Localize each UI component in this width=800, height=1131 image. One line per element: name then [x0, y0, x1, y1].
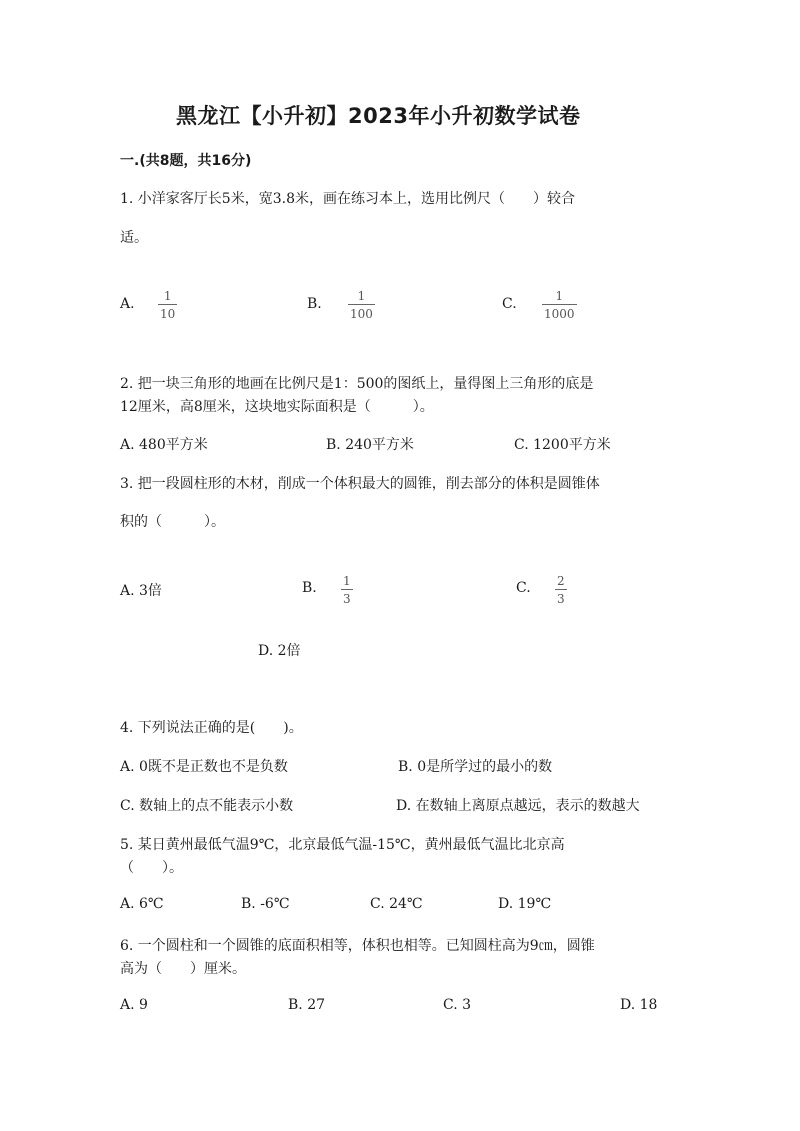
question-5-text-line2: （ ）。	[120, 860, 183, 876]
question-3-option-a: A. 3倍	[120, 583, 162, 599]
question-3-option-b-fraction	[341, 575, 353, 605]
question-1-option-a-fraction	[158, 290, 177, 320]
fraction-numerator: 1	[343, 574, 351, 588]
question-5-option-d: D. 19℃	[498, 896, 552, 912]
fraction-bar	[542, 304, 577, 305]
question-1-text-line1: 1. 小洋家客厅长5米，宽3.8米，画在练习本上，选用比例尺（ ）较合	[120, 191, 575, 207]
question-4-option-d: D. 在数轴上离原点越远，表示的数越大	[396, 798, 640, 814]
fraction-denominator: 10	[160, 307, 176, 321]
question-1-option-c-fraction	[542, 290, 577, 320]
question-3-option-c-fraction	[555, 575, 567, 605]
question-6-option-d: D. 18	[620, 997, 658, 1013]
question-2-text-line2: 12厘米，高8厘米，这块地实际面积是（ ）。	[120, 399, 434, 415]
question-2-option-c: C. 1200平方米	[514, 437, 611, 453]
fraction-numerator: 2	[557, 574, 565, 588]
fraction-denominator: 100	[350, 307, 373, 321]
question-4-option-a: A. 0既不是正数也不是负数	[120, 759, 288, 775]
question-1-option-c-label: C.	[502, 296, 517, 312]
question-5-option-c: C. 24℃	[370, 896, 423, 912]
fraction-bar	[555, 589, 567, 590]
fraction-denominator: 3	[557, 592, 565, 606]
question-5-text-line1: 5. 某日黄州最低气温9℃，北京最低气温-15℃，黄州最低气温比北京高	[120, 837, 565, 853]
question-6-option-a: A. 9	[120, 997, 148, 1013]
question-2-text-line1: 2. 把一块三角形的地画在比例尺是1：500的图纸上，量得图上三角形的底是	[120, 376, 594, 392]
question-6-text-line2: 高为（ ）厘米。	[120, 961, 246, 977]
question-3-option-d: D. 2倍	[258, 643, 301, 659]
exam-title: 黑龙江【小升初】2023年小升初数学试卷	[176, 104, 581, 128]
question-3-text-line2: 积的（ ）。	[120, 514, 225, 530]
question-6-text-line1: 6. 一个圆柱和一个圆锥的底面积相等，体积也相等。已知圆柱高为9㎝，圆锥	[120, 938, 595, 954]
question-3-option-b-label: B.	[302, 580, 317, 596]
question-6-option-b: B. 27	[288, 997, 326, 1013]
fraction-bar	[341, 589, 353, 590]
question-1-option-a-label: A.	[120, 296, 135, 312]
question-2-option-a: A. 480平方米	[120, 437, 208, 453]
question-4-option-b: B. 0是所学过的最小的数	[398, 759, 553, 775]
fraction-numerator: 1	[555, 289, 564, 303]
question-5-option-a: A. 6℃	[120, 896, 164, 912]
section-heading: 一.(共8题，共16分)	[120, 153, 252, 169]
question-3-text-line1: 3. 把一段圆柱形的木材，削成一个体积最大的圆锥，削去部分的体积是圆锥体	[120, 476, 600, 492]
question-3-option-c-label: C.	[516, 580, 531, 596]
fraction-denominator: 1000	[544, 307, 575, 321]
fraction-denominator: 3	[343, 592, 351, 606]
fraction-bar	[348, 304, 375, 305]
question-6-option-c: C. 3	[443, 997, 472, 1013]
question-1-option-b-fraction	[348, 290, 375, 320]
fraction-numerator: 1	[163, 289, 172, 303]
question-2-option-b: B. 240平方米	[326, 437, 414, 453]
fraction-numerator: 1	[357, 289, 366, 303]
question-1-option-b-label: B.	[307, 296, 322, 312]
question-4-text-line1: 4. 下列说法正确的是( )。	[120, 720, 303, 736]
fraction-bar	[158, 304, 177, 305]
question-5-option-b: B. -6℃	[241, 896, 290, 912]
question-4-option-c: C. 数轴上的点不能表示小数	[120, 798, 294, 814]
question-1-text-line2: 适。	[120, 230, 148, 246]
